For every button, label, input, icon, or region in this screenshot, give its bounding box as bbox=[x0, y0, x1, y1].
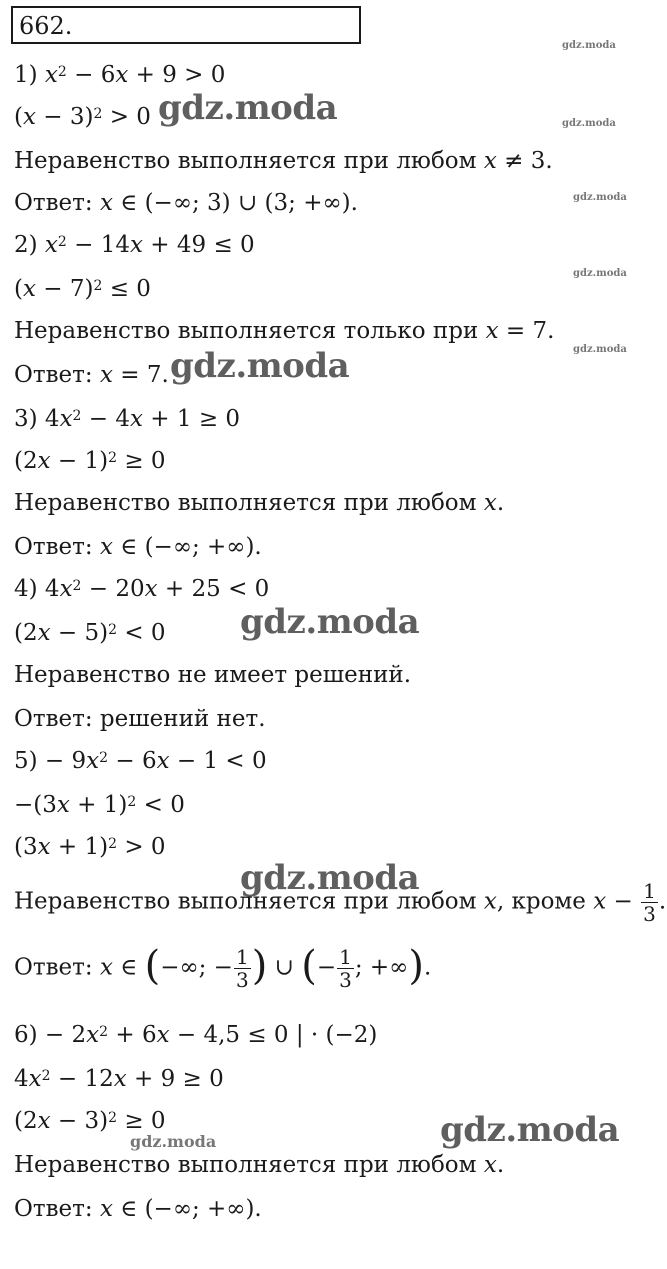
text-run: ∈ (−∞; +∞). bbox=[112, 1196, 262, 1222]
math-variable: x bbox=[28, 1066, 42, 1092]
math-variable: x bbox=[483, 490, 497, 516]
text-run: ∈ (−∞; +∞). bbox=[112, 534, 262, 560]
solution-line bbox=[14, 942, 432, 992]
math-variable: x bbox=[59, 406, 73, 432]
solution-line bbox=[14, 230, 255, 260]
solution-line bbox=[14, 188, 358, 218]
exponent: 2 bbox=[57, 64, 67, 80]
solution-line bbox=[14, 660, 411, 690]
math-variable: x bbox=[99, 190, 113, 216]
text-run: > 0 bbox=[102, 104, 151, 130]
math-variable: x bbox=[483, 888, 497, 915]
text-run: − 4 bbox=[81, 406, 130, 432]
solution-line bbox=[14, 446, 166, 476]
watermark-large: gdz.moda bbox=[240, 858, 420, 898]
math-variable: x bbox=[37, 1108, 51, 1134]
math-variable: x bbox=[99, 362, 113, 388]
watermark-small: gdz.moda bbox=[573, 344, 627, 355]
fraction-denominator: 3 bbox=[643, 902, 656, 926]
text-run: + 6 bbox=[108, 1022, 157, 1048]
text-run: + 1) bbox=[50, 834, 109, 860]
text-run: = 7. bbox=[498, 318, 555, 344]
math-variable: x bbox=[115, 62, 129, 88]
text-run: (2 bbox=[14, 448, 38, 474]
large-paren: ) bbox=[408, 942, 424, 989]
text-run: < 0 bbox=[117, 620, 166, 646]
text-run: − 5) bbox=[50, 620, 109, 646]
text-run: Ответ: решений нет. bbox=[14, 706, 266, 732]
text-run: Неравенство выполняется при любом bbox=[14, 888, 484, 915]
text-run: Ответ: bbox=[14, 954, 100, 981]
solution-line bbox=[14, 1020, 377, 1050]
math-variable: x bbox=[156, 1022, 170, 1048]
math-variable: x bbox=[485, 318, 499, 344]
watermark-large: gdz.moda bbox=[170, 346, 350, 386]
fraction-numerator: 1 bbox=[339, 945, 352, 969]
text-run: − 20 bbox=[81, 576, 145, 602]
solution-line bbox=[14, 360, 169, 390]
solution-line bbox=[14, 746, 267, 776]
text-run: + 49 ≤ 0 bbox=[142, 232, 255, 258]
text-run: Неравенство выполняется при любом bbox=[14, 148, 484, 174]
text-run: ≥ 0 bbox=[117, 448, 166, 474]
exponent: 2 bbox=[93, 278, 103, 294]
solution-line bbox=[14, 60, 225, 90]
math-variable: x bbox=[86, 1022, 100, 1048]
text-run: + 1) bbox=[69, 792, 128, 818]
text-run: ( bbox=[14, 104, 23, 130]
math-variable: x bbox=[56, 792, 70, 818]
solution-line bbox=[14, 146, 553, 176]
text-run: . bbox=[496, 1152, 505, 1178]
exponent: 2 bbox=[108, 450, 118, 466]
math-variable: x bbox=[99, 1196, 113, 1222]
fraction bbox=[337, 946, 354, 991]
solution-line bbox=[14, 832, 166, 862]
watermark-small: gdz.moda bbox=[573, 192, 627, 203]
fraction-numerator: 1 bbox=[643, 879, 656, 903]
text-run: − 1) bbox=[50, 448, 109, 474]
text-run: Неравенство выполняется при любом bbox=[14, 1152, 484, 1178]
text-run: ∈ bbox=[112, 954, 145, 981]
text-run: . bbox=[423, 954, 432, 981]
math-variable: x bbox=[44, 232, 58, 258]
text-run: + 9 > 0 bbox=[128, 62, 226, 88]
math-variable: x bbox=[113, 1066, 127, 1092]
text-run: (2 bbox=[14, 620, 38, 646]
solution-line bbox=[14, 532, 262, 562]
text-run: Ответ: bbox=[14, 534, 100, 560]
text-run: Неравенство выполняется при любом bbox=[14, 490, 484, 516]
exponent: 2 bbox=[108, 1110, 118, 1126]
exponent: 2 bbox=[41, 1068, 51, 1084]
problem-number-box bbox=[11, 6, 361, 44]
math-variable: x bbox=[37, 620, 51, 646]
exponent: 2 bbox=[99, 1024, 109, 1040]
large-paren: ( bbox=[144, 942, 161, 989]
text-run: + 1 ≥ 0 bbox=[142, 406, 241, 432]
text-run: − 12 bbox=[50, 1066, 114, 1092]
text-run: = 7. bbox=[112, 362, 169, 388]
solution-line bbox=[14, 790, 185, 820]
text-run: −∞; − bbox=[160, 954, 233, 981]
exponent: 2 bbox=[93, 106, 103, 122]
solution-line bbox=[14, 1194, 262, 1224]
solution-line bbox=[14, 704, 266, 734]
text-run: ; +∞ bbox=[354, 954, 409, 981]
exponent: 2 bbox=[57, 234, 67, 250]
text-run: ( bbox=[14, 276, 23, 302]
text-run: + 9 ≥ 0 bbox=[126, 1066, 224, 1092]
text-run: − 3) bbox=[50, 1108, 109, 1134]
math-variable: x bbox=[99, 954, 113, 981]
text-run: − 3) bbox=[35, 104, 94, 130]
text-run: − 1 < 0 bbox=[169, 748, 267, 774]
text-run: − 6 bbox=[66, 62, 116, 88]
text-run: −(3 bbox=[14, 792, 57, 818]
text-run: , кроме bbox=[496, 888, 594, 915]
text-run: (2 bbox=[14, 1108, 38, 1134]
solution-line bbox=[14, 404, 240, 434]
watermark-large: gdz.moda bbox=[440, 1110, 620, 1150]
text-run: 5) − 9 bbox=[14, 748, 87, 774]
text-run: . bbox=[496, 490, 505, 516]
solution-line bbox=[14, 574, 269, 604]
text-run: ≥ 0 bbox=[117, 1108, 166, 1134]
math-variable: x bbox=[86, 748, 100, 774]
math-variable: x bbox=[22, 276, 36, 302]
fraction-denominator: 3 bbox=[235, 968, 249, 992]
math-variable: x bbox=[483, 1152, 497, 1178]
text-run: Ответ: bbox=[14, 1196, 100, 1222]
text-run: − 6 bbox=[108, 748, 157, 774]
exponent: 2 bbox=[108, 836, 118, 852]
solution-line bbox=[14, 488, 504, 518]
text-run: . bbox=[658, 888, 667, 915]
text-run: Неравенство не имеет решений. bbox=[14, 662, 412, 688]
fraction-numerator: 1 bbox=[235, 945, 249, 969]
watermark-small: gdz.moda bbox=[130, 1132, 217, 1151]
text-run: 3) 4 bbox=[14, 406, 60, 432]
exponent: 2 bbox=[108, 622, 118, 638]
math-variable: x bbox=[144, 576, 158, 602]
math-variable: x bbox=[44, 62, 58, 88]
solution-line bbox=[14, 316, 554, 346]
text-run: − bbox=[316, 954, 337, 981]
text-run: < 0 bbox=[136, 792, 185, 818]
math-variable: x bbox=[156, 748, 170, 774]
exponent: 2 bbox=[127, 794, 137, 810]
text-run: Неравенство выполняется только при bbox=[14, 318, 486, 344]
text-run: ≠ 3. bbox=[496, 148, 553, 174]
text-run: Ответ: bbox=[14, 362, 100, 388]
solution-line bbox=[14, 102, 151, 132]
math-variable: x bbox=[22, 104, 36, 130]
math-variable: x bbox=[593, 888, 607, 915]
text-run: Ответ: bbox=[14, 190, 100, 216]
text-run: 6) − 2 bbox=[14, 1022, 87, 1048]
text-run: ≤ 0 bbox=[102, 276, 151, 302]
text-run: + 25 < 0 bbox=[157, 576, 270, 602]
math-variable: x bbox=[37, 448, 51, 474]
math-variable: x bbox=[99, 534, 113, 560]
text-run: 2) bbox=[14, 232, 45, 258]
exponent: 2 bbox=[72, 578, 82, 594]
text-run: > 0 bbox=[117, 834, 166, 860]
text-run: (3 bbox=[14, 834, 38, 860]
text-run: ∈ (−∞; 3) ∪ (3; +∞). bbox=[112, 190, 358, 216]
text-run: 1) bbox=[14, 62, 45, 88]
text-run: 4 bbox=[14, 1066, 29, 1092]
watermark-large: gdz.moda bbox=[240, 602, 420, 642]
watermark-small: gdz.moda bbox=[562, 40, 616, 51]
fraction bbox=[641, 880, 658, 925]
math-variable: x bbox=[130, 406, 143, 432]
watermark-small: gdz.moda bbox=[562, 118, 616, 129]
solution-line bbox=[14, 274, 151, 304]
text-run: − bbox=[606, 888, 641, 915]
text-run: − 14 bbox=[66, 232, 130, 258]
math-variable: x bbox=[483, 148, 497, 174]
text-run: 4) 4 bbox=[14, 576, 60, 602]
text-run: − 7) bbox=[35, 276, 94, 302]
math-variable: x bbox=[130, 232, 143, 258]
fraction-denominator: 3 bbox=[339, 968, 352, 992]
solution-line bbox=[14, 1150, 504, 1180]
large-paren: ) bbox=[251, 942, 268, 989]
watermark-small: gdz.moda bbox=[573, 268, 627, 279]
watermark-large: gdz.moda bbox=[158, 88, 338, 128]
exponent: 2 bbox=[99, 750, 109, 766]
exponent: 2 bbox=[72, 408, 82, 424]
solution-line bbox=[14, 1064, 224, 1094]
text-run: − 4,5 ≤ 0 | · (−2) bbox=[169, 1022, 378, 1048]
math-variable: x bbox=[37, 834, 51, 860]
math-variable: x bbox=[59, 576, 73, 602]
solution-line bbox=[14, 618, 166, 648]
large-paren: ( bbox=[301, 942, 317, 989]
problem-number: 662. bbox=[19, 12, 73, 40]
fraction bbox=[234, 946, 251, 991]
text-run: ∪ bbox=[267, 954, 302, 981]
